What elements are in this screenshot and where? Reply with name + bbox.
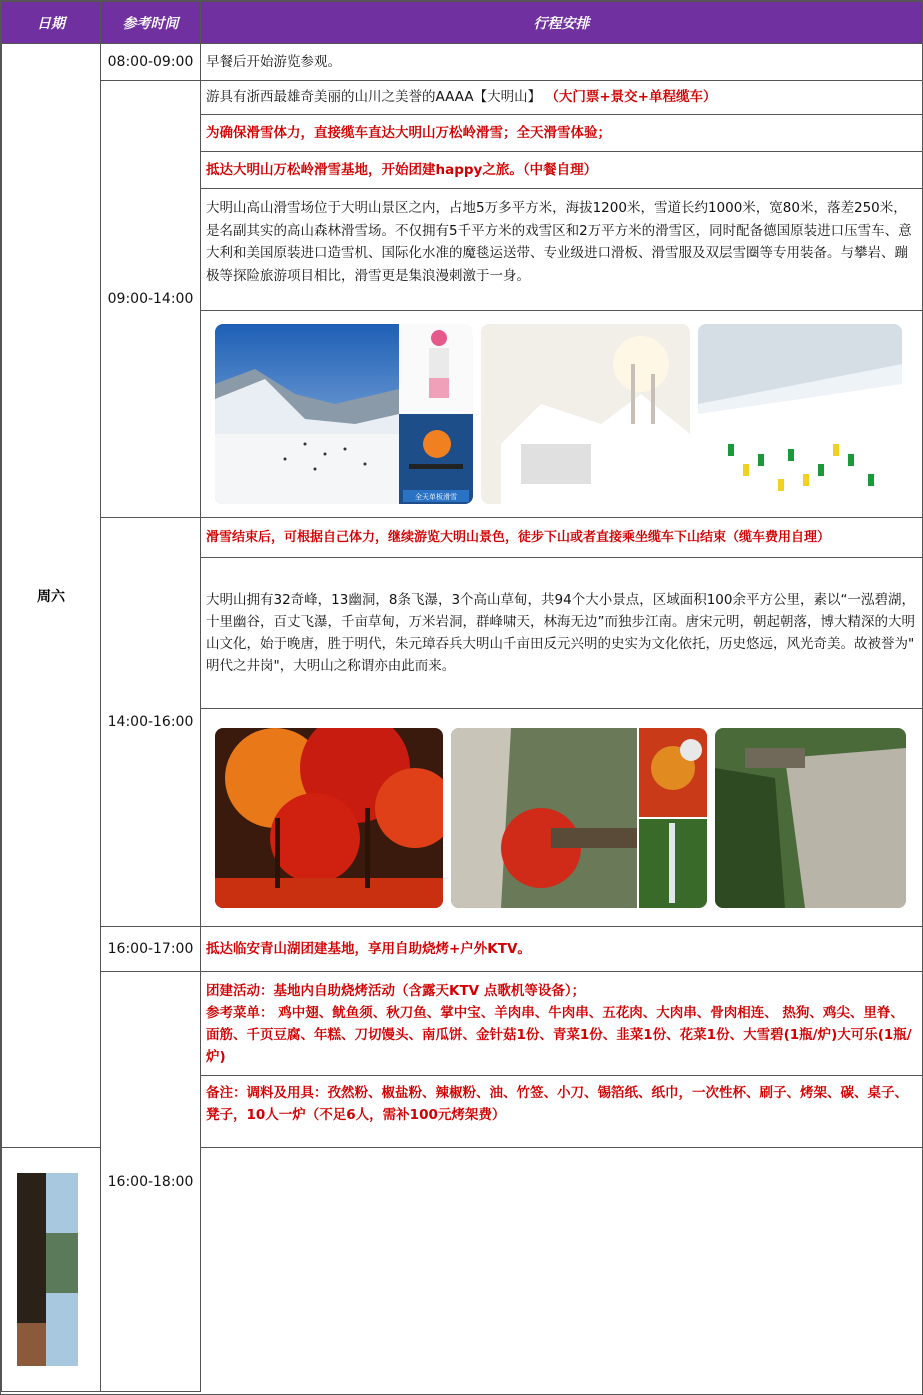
plan-r5-note: 备注：调料及用具：孜然粉、椒盐粉、辣椒粉、油、竹签、小刀、锡箔纸、纸巾，一次性杯、刷子、烤架、碳、桌子、凳子，10人一炉（不足6人，需补100元烤架费） bbox=[201, 1076, 923, 1148]
time-r5: 16:00-18:00 bbox=[101, 972, 201, 1392]
ski-slope-photo bbox=[215, 324, 399, 504]
header-plan: 行程安排 bbox=[201, 2, 923, 44]
plan-r5-menu bbox=[201, 972, 923, 1076]
cliff-waterfall-photo bbox=[715, 728, 906, 908]
time-r3: 14:00-16:00 bbox=[101, 518, 201, 927]
snowboarder-photo bbox=[399, 324, 473, 504]
plan-r2-line1 bbox=[201, 81, 923, 115]
ski-caption: 全天单板滑雪 bbox=[415, 493, 457, 501]
photos-r5 bbox=[2, 1148, 101, 1392]
bbq-night-photo bbox=[17, 1173, 46, 1366]
plan-r3-para: 大明山拥有32奇峰，13幽洞，8条飞瀑，3个高山草甸，共94个大小景点，区域面积100余平方公里，素以“一泓碧湖，十里幽谷，百丈飞瀑，千亩草甸，万米岩洞，群峰啸天，林海无边”而独步江南。唐宋元明，朝起朝落，博大精深的大明山文化，始于晚唐，胜于明代，朱元璋吞兵大明山千亩田反元兴明的史实为文化依托，历史悠远，风光奇美。故被誉为" 明代之井岗"，大明山之称谓亦由此而来。 bbox=[201, 558, 923, 709]
indoor-ski-photo bbox=[698, 324, 902, 504]
photos-r3 bbox=[201, 709, 923, 927]
plan-r2-line1-red: （大门票+景交+单程缆车） bbox=[545, 89, 717, 105]
plan-r3-line1: 滑雪结束后，可根据自己体力，继续游览大明山景色，徒步下山或者直接乘坐缆车下山结束（缆车费用自理） bbox=[201, 518, 923, 558]
time-r4: 16:00-17:00 bbox=[101, 927, 201, 972]
bbq-day-photo bbox=[46, 1173, 78, 1366]
plan-r2-line3: 抵达大明山万松岭滑雪基地，开始团建happy之旅。（中餐自理） bbox=[201, 152, 923, 189]
plan-r5-line2: 参考菜单： 鸡中翅、鱿鱼须、秋刀鱼、掌中宝、羊肉串、牛肉串、五花肉、大肉串、骨肉相连、 热狗、鸡尖、里脊、面筋、千页豆腐、年糕、刀切馒头、南瓜饼、金针菇1份、青菜1份、韭菜1份、花菜1份、大雪碧(1瓶/炉)大可乐(1瓶/炉) bbox=[206, 1004, 912, 1065]
time-r2: 09:00-14:00 bbox=[101, 81, 201, 518]
itinerary-table bbox=[1, 1, 923, 1392]
plan-r1: 早餐后开始游览参观。 bbox=[201, 44, 923, 81]
snow-chalet-photo bbox=[481, 324, 690, 504]
photos-r2 bbox=[201, 311, 923, 518]
cliff-path-collage bbox=[451, 728, 707, 908]
header-date: 日期 bbox=[2, 2, 101, 44]
ski-photo-collage bbox=[215, 324, 473, 504]
day-label: 周六 bbox=[2, 44, 101, 1148]
plan-r4: 抵达临安青山湖团建基地，享用自助烧烤+户外KTV。 bbox=[201, 927, 923, 972]
time-r1: 08:00-09:00 bbox=[101, 44, 201, 81]
plan-r2-line1-normal: 游具有浙西最雄奇美丽的山川之美誉的AAAA【大明山】 bbox=[206, 89, 542, 105]
plan-r2-line2: 为确保滑雪体力，直接缆车直达大明山万松岭滑雪；全天滑雪体验； bbox=[201, 115, 923, 152]
plan-r2-para: 大明山高山滑雪场位于大明山景区之内，占地5万多平方米，海拔1200米，雪道长约1000米，宽80米，落差250米，是名副其实的高山森林滑雪场。不仅拥有5千平方米的戏雪区和2万平方米的滑雪区，同时配备德国原装进口压雪车、意大利和美国原装进口造雪机、国际化水准的魔毯运送带、专业级进口滑板、滑雪服及双层雪圈等专用装备。与攀岩、蹦极等探险旅游项目相比，滑雪更是集浪漫刺激于一身。 bbox=[201, 189, 923, 311]
red-maple-photo bbox=[215, 728, 443, 908]
header-row bbox=[2, 2, 923, 44]
plan-r5-line1: 团建活动：基地内自助烧烤活动（含露天KTV 点歌机等设备）； bbox=[206, 982, 586, 999]
header-time: 参考时间 bbox=[101, 2, 201, 44]
